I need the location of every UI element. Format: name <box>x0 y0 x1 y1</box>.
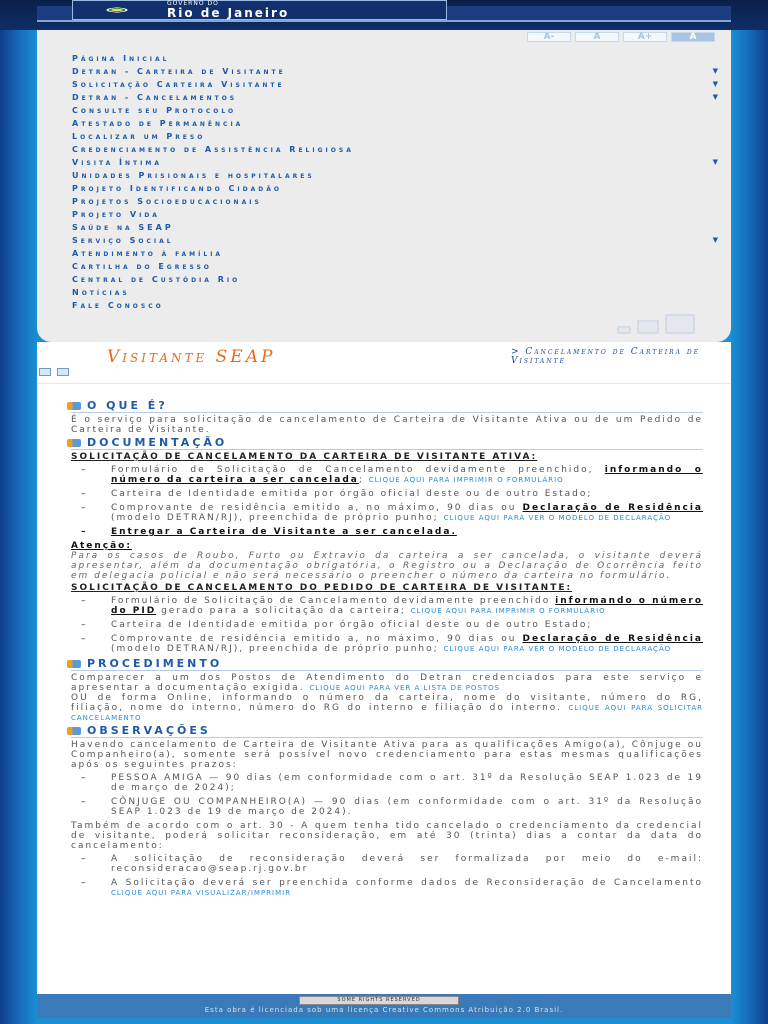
deco-square <box>665 314 695 334</box>
menu-item[interactable] <box>72 208 722 221</box>
list-item: – Carteira de Identidade emitida por órgão oficial deste ou de outro Estado; <box>111 620 703 630</box>
chevron-down-icon[interactable]: ▼ <box>712 236 718 244</box>
creative-commons-badge[interactable]: SOME RIGHTS RESERVED <box>299 996 459 1005</box>
menu-item-label: Atendimento à família <box>72 249 224 258</box>
list-item: – A solicitação de reconsideração deverá ser formalizada por meio do e-mail: reconsideracao@seap.rj.gov.br <box>111 854 703 874</box>
attention-label: Atenção: <box>71 541 132 551</box>
declaration-model-link[interactable]: CLIQUE AQUI PARA VER O MODELO DE DECLARAÇÃO <box>443 514 672 522</box>
list-item: – Comprovante de residência emitido a, no máximo, 90 dias ou Declaração de Residência (modelo DETRAN/RJ), preenchida de próprio punho; CLIQUE AQUI PARA VER O MODELO DE DECLARAÇÃO <box>111 634 703 654</box>
menu-item-label: Projeto Identificando Cidadão <box>72 184 283 193</box>
section-what: O QUE É? <box>71 400 703 413</box>
menu-item[interactable] <box>72 117 722 130</box>
menu-item[interactable] <box>72 273 722 286</box>
menu-item-label: Credenciamento de Assistência Religiosa <box>72 145 354 154</box>
reconsideration-list <box>111 854 703 898</box>
menu-item-label: Consulte seu Protocolo <box>72 106 237 115</box>
what-text: É o serviço para solicitação de cancelamento de Carteira de Visitante Ativa ou de um Pedido de Carteira de Visitante. <box>71 415 703 435</box>
list-item: – Carteira de Identidade emitida por órgão oficial deste ou de outro Estado; <box>111 489 703 499</box>
chevron-down-icon[interactable]: ▼ <box>712 80 718 88</box>
print-form-link[interactable]: CLIQUE AQUI PARA IMPRIMIR O FORMULÁRIO <box>368 476 564 484</box>
menu-item-label: Detran - Cancelamentos <box>72 93 238 102</box>
deco-square <box>617 326 631 334</box>
menu-item-label: Página Inicial <box>72 54 170 63</box>
government-logo[interactable] <box>72 0 447 20</box>
menu-decoration <box>617 314 695 334</box>
section-bullet-icon <box>67 660 81 668</box>
license-text: Esta obra é licenciada sob uma licença Creative Commons Atribuição 2.0 Brasil. <box>204 1006 564 1014</box>
state-name: Rio de Janeiro <box>167 6 290 20</box>
menu-item-label: Serviço Social <box>72 236 174 245</box>
menu-item[interactable] <box>72 234 722 247</box>
menu-item[interactable] <box>72 130 722 143</box>
menu-item-label: Fale Conosco <box>72 301 164 310</box>
menu-item[interactable] <box>72 78 722 91</box>
banner-title: Visitante SEAP <box>107 347 276 367</box>
procedure-online-text: OU de forma Online, informando o número da carteira, nome do visitante, número do RG, filiação, nome do interno, número do RG do interno e filiação do interno. CLIQUE AQUI PARA SOLICITAR CANCELAMENTO <box>71 693 703 722</box>
menu-item[interactable] <box>72 247 722 260</box>
list-item: – Formulário de Solicitação de Cancelamento devidamente preenchido informando o número do PID gerado para a solicitação da carteira; CLIQUE AQUI PARA IMPRIMIR O FORMULÁRIO <box>111 596 703 616</box>
list-item: – Formulário de Solicitação de Cancelamento devidamente preenchido, informando o número da carteira a ser cancelada; CLIQUE AQUI PARA IMPRIMIR O FORMULÁRIO <box>111 465 703 485</box>
chevron-down-icon[interactable]: ▼ <box>712 67 718 75</box>
main-menu <box>72 52 722 312</box>
menu-item[interactable] <box>72 169 722 182</box>
font-size-tools <box>527 32 715 42</box>
chevron-down-icon[interactable]: ▼ <box>712 158 718 166</box>
menu-item-label: Detran - Carteira de Visitante <box>72 67 286 76</box>
menu-item[interactable] <box>72 156 722 169</box>
main-menu-panel <box>37 30 731 342</box>
menu-item-label: Cartilha do Egresso <box>72 262 212 271</box>
reconsideration-text: Também de acordo com o art. 30 - A quem tenha tido cancelado o credenciamento da credencial de visitante, poderá solicitar reconsideração, em até 30 (trinta) dias a contar da data do cancelamento: <box>71 821 703 851</box>
menu-item-label: Unidades Prisionais e hospitalares <box>72 171 315 180</box>
section-observations: OBSERVAÇÕES <box>71 725 703 738</box>
main-content <box>37 384 731 994</box>
menu-item[interactable] <box>72 286 722 299</box>
font-increase-button[interactable]: A+ <box>623 32 667 42</box>
observations-text: Havendo cancelamento de Carteira de Visitante Ativa para as qualificações Amigo(a), Cônjuge ou Companheiro(a), somente será possível novo credenciamento para estas mesmas qualificações após os seguintes prazos: <box>71 740 703 770</box>
request-cancel-link[interactable]: CLIQUE AQUI PARA SOLICITAR CANCELAMENTO <box>71 704 703 722</box>
posts-list-link[interactable]: CLIQUE AQUI PARA VER A LISTA DE POSTOS <box>309 684 501 692</box>
procedure-text: Comparecer a um dos Postos de Atendimento do Detran credenciados para este serviço e apresentar a documentação exigida. CLIQUE AQUI PARA VER A LISTA DE POSTOS <box>71 673 703 693</box>
menu-item[interactable] <box>72 195 722 208</box>
list-item: – A Solicitação deverá ser preenchida conforme dados de Reconsideração de Cancelamento CLIQUE AQUI PARA VISUALIZAR/IMPRIMIR <box>111 878 703 898</box>
list-item: – CÔNJUGE OU COMPANHEIRO(A) — 90 dias (em conformidade com o art. 31º da Resolução SEAP 1.023 de 19 de março de 2024). <box>111 797 703 817</box>
menu-item-label: Projeto Vida <box>72 210 160 219</box>
banner-icons <box>39 368 69 376</box>
menu-item-label: Central de Custódia Rio <box>72 275 241 284</box>
deco-square <box>637 320 659 334</box>
declaration-model-link[interactable]: CLIQUE AQUI PARA VER O MODELO DE DECLARAÇÃO <box>443 645 672 653</box>
list-item: – Entregar a Carteira de Visitante a ser cancelada. <box>111 527 703 537</box>
doc-active-list <box>111 465 703 537</box>
chevron-down-icon[interactable]: ▼ <box>712 93 718 101</box>
menu-item[interactable] <box>72 104 722 117</box>
menu-item-label: Saúde na SEAP <box>72 223 174 232</box>
doc-subhead-pid: SOLICITAÇÃO DE CANCELAMENTO DO PEDIDO DE CARTEIRA DE VISITANTE: <box>71 583 573 593</box>
font-normal-button[interactable]: A <box>575 32 619 42</box>
section-bullet-icon <box>67 439 81 447</box>
menu-item-label: Solicitação Carteira Visitante <box>72 80 285 89</box>
section-bullet-icon <box>67 402 81 410</box>
menu-item[interactable] <box>72 182 722 195</box>
email-icon[interactable] <box>57 368 69 376</box>
section-bullet-icon <box>67 727 81 735</box>
menu-item-label: Localizar um Preso <box>72 132 206 141</box>
attention-text: Para os casos de Roubo, Furto ou Extravio da carteira a ser cancelada, o visitante deverá apresentar, além da documentação obrigatória, o Registro ou a Declaração de Ocorrência feito em delegacia policial e não será necessário o preencher o número da carteira no formulário. <box>71 551 703 581</box>
page-banner <box>37 342 731 384</box>
menu-item-label: Atestado de Permanência <box>72 119 244 128</box>
gov-label: GOVERNO DO <box>167 0 219 7</box>
section-documentation: DOCUMENTAÇÃO <box>71 437 703 450</box>
view-print-link[interactable]: CLIQUE AQUI PARA VISUALIZAR/IMPRIMIR <box>111 889 292 897</box>
menu-item[interactable] <box>72 299 722 312</box>
print-form-link[interactable]: CLIQUE AQUI PARA IMPRIMIR O FORMULÁRIO <box>410 607 606 615</box>
menu-item-label: Visita Íntima <box>72 158 162 167</box>
list-item: – Comprovante de residência emitido a, no máximo, 90 dias ou Declaração de Residência (modelo DETRAN/RJ), preenchida de próprio punho; CLIQUE AQUI PARA VER O MODELO DE DECLARAÇÃO <box>111 503 703 523</box>
menu-item[interactable] <box>72 52 722 65</box>
menu-item[interactable] <box>72 65 722 78</box>
print-icon[interactable] <box>39 368 51 376</box>
doc-subhead-active: SOLICITAÇÃO DE CANCELAMENTO DA CARTEIRA DE VISITANTE ATIVA: <box>71 452 538 462</box>
menu-item[interactable] <box>72 91 722 104</box>
font-decrease-button[interactable]: A- <box>527 32 571 42</box>
banner-subtitle: > Cancelamento de Carteira de Visitante <box>511 347 701 366</box>
menu-item-label: Projetos Socioeducacionais <box>72 197 262 206</box>
list-item: – PESSOA AMIGA — 90 dias (em conformidade com o art. 31º da Resolução SEAP 1.023 de 19 de março de 2024); <box>111 773 703 793</box>
observations-list <box>111 773 703 817</box>
section-procedure: PROCEDIMENTO <box>71 658 703 671</box>
menu-item-label: Notícias <box>72 288 130 297</box>
page-footer <box>37 994 731 1018</box>
menu-item[interactable] <box>72 143 722 156</box>
menu-item[interactable] <box>72 221 722 234</box>
state-seal-icon <box>77 1 157 19</box>
doc-pid-list <box>111 596 703 654</box>
high-contrast-button[interactable]: A <box>671 32 715 42</box>
menu-item[interactable] <box>72 260 722 273</box>
